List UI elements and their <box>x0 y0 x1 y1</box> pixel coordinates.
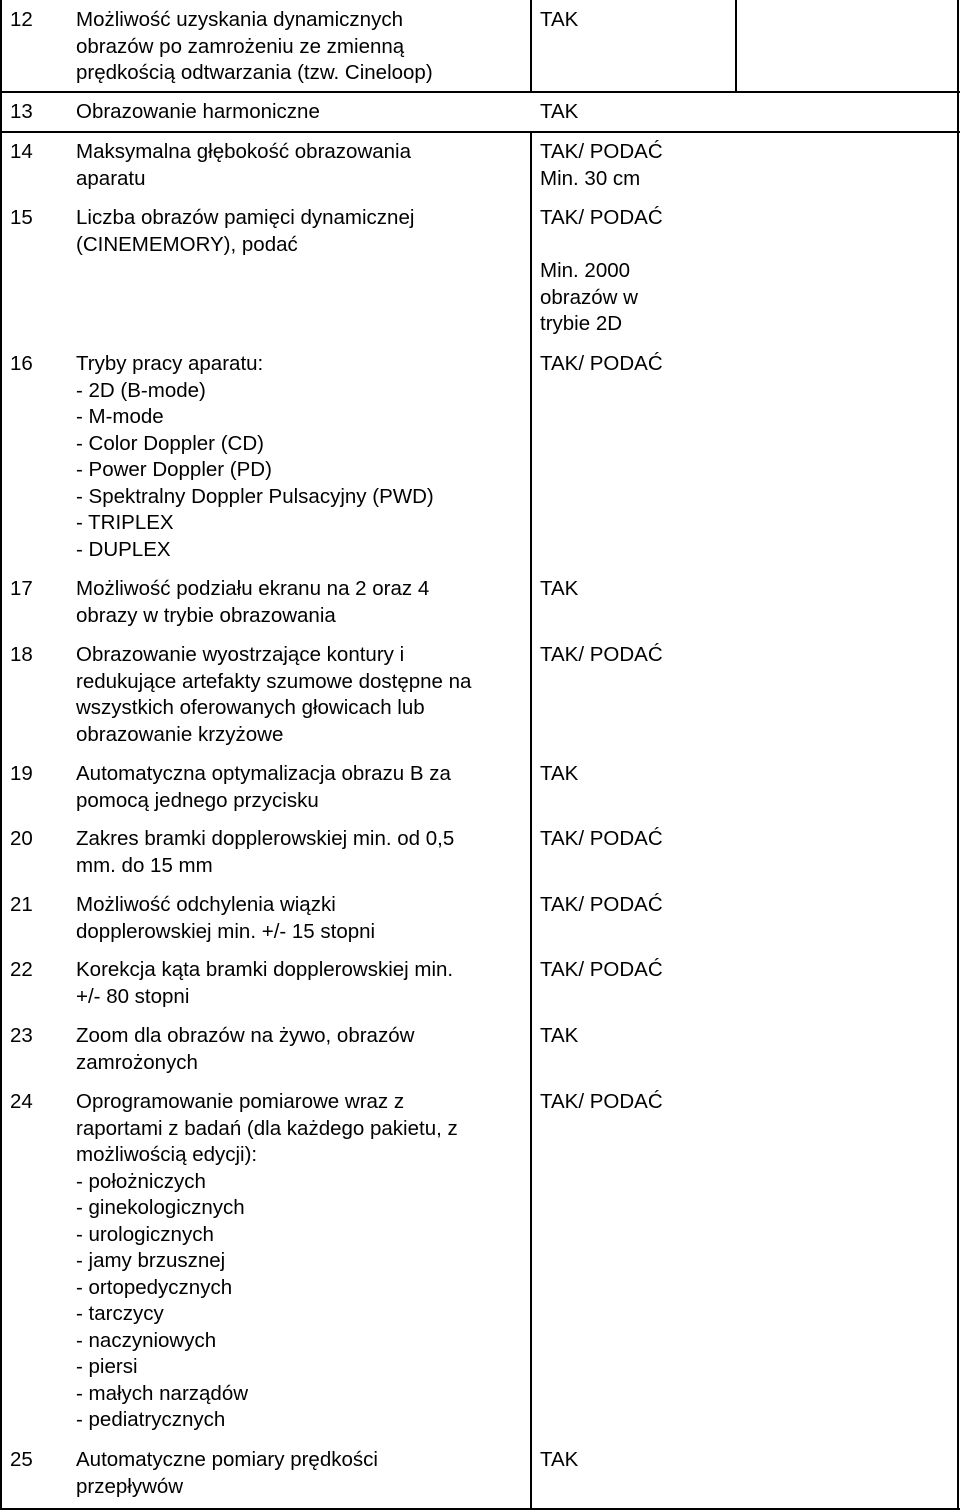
row-13-number: 13 <box>10 100 33 123</box>
row-25-description: Automatyczne pomiary prędkości przepływów <box>76 1448 378 1498</box>
row-18-description: Obrazowanie wyostrzające kontury i redukujące artefakty szumowe dostępne na wszystkich oferowanych głowicach lub obrazowanie krzyżowe <box>76 643 472 746</box>
row-22-description: Korekcja kąta bramki dopplerowskiej min. +/- 80 stopni <box>76 958 454 1008</box>
row-13-description: Obrazowanie harmoniczne <box>76 100 320 123</box>
row-12-value: TAK <box>540 8 579 31</box>
row-16-value: TAK/ PODAĆ <box>540 352 663 375</box>
row-20-value: TAK/ PODAĆ <box>540 827 663 850</box>
row-24-description: Oprogramowanie pomiarowe wraz z raportami z badań (dla każdego pakietu, z możliwością edycji): - położniczych - ginekologicznych - urologicznych - jamy brzusznej - ortopedycznych - tarczycy - naczyniowych - piersi - małych narządów - pediatrycznych <box>76 1090 458 1431</box>
row-17-value: TAK <box>540 577 579 600</box>
row-21-number: 21 <box>10 893 33 916</box>
row-20-number: 20 <box>10 827 33 850</box>
row-20-description: Zakres bramki dopplerowskiej min. od 0,5 mm. do 15 mm <box>76 827 455 877</box>
table-border-left <box>0 0 2 1510</box>
table-row-separator <box>0 91 960 93</box>
row-17-number: 17 <box>10 577 33 600</box>
row-16-number: 16 <box>10 352 33 375</box>
row-14-value: TAK/ PODAĆ Min. 30 cm <box>540 140 663 190</box>
row-15-number: 15 <box>10 206 33 229</box>
row-14-number: 14 <box>10 140 33 163</box>
value-column-divider <box>530 0 532 91</box>
row-19-value: TAK <box>540 762 579 785</box>
row-22-value: TAK/ PODAĆ <box>540 958 663 981</box>
row-15-value: TAK/ PODAĆ <box>540 206 663 229</box>
row-25-number: 25 <box>10 1448 33 1471</box>
row-23-description: Zoom dla obrazów na żywo, obrazów zamrożonych <box>76 1024 415 1074</box>
row-15-value-detail: Min. 2000 obrazów w trybie 2D <box>540 259 638 335</box>
row-18-number: 18 <box>10 643 33 666</box>
row-13-value: TAK <box>540 100 579 123</box>
row-25-value: TAK <box>540 1448 579 1471</box>
row-16-description: Tryby pracy aparatu: - 2D (B-mode) - M-mode - Color Doppler (CD) - Power Doppler (PD) - Spektralny Doppler Pulsacyjny (PWD) - TRIPLEX - DUPLEX <box>76 352 434 561</box>
row-21-value: TAK/ PODAĆ <box>540 893 663 916</box>
row-12-description: Możliwość uzyskania dynamicznych obrazów po zamrożeniu ze zmienną prędkością odtwarzania (tzw. Cineloop) <box>76 8 433 84</box>
row-24-number: 24 <box>10 1090 33 1113</box>
row-23-number: 23 <box>10 1024 33 1047</box>
row-14-description: Maksymalna głębokość obrazowania aparatu <box>76 140 412 190</box>
row-19-number: 19 <box>10 762 33 785</box>
row-12-number: 12 <box>10 8 33 31</box>
value-column-divider <box>530 131 532 1510</box>
row-15-description: Liczba obrazów pamięci dynamicznej (CINEMEMORY), podać <box>76 206 415 256</box>
table-border-right <box>957 0 959 1510</box>
row-21-description: Możliwość odchylenia wiązki dopplerowskiej min. +/- 15 stopni <box>76 893 376 943</box>
row-23-value: TAK <box>540 1024 579 1047</box>
extra-column-divider <box>735 0 737 91</box>
table-row-separator <box>0 131 960 133</box>
row-22-number: 22 <box>10 958 33 981</box>
row-19-description: Automatyczna optymalizacja obrazu B za pomocą jednego przycisku <box>76 762 451 812</box>
row-18-value: TAK/ PODAĆ <box>540 643 663 666</box>
row-24-value: TAK/ PODAĆ <box>540 1090 663 1113</box>
row-17-description: Możliwość podziału ekranu na 2 oraz 4 obrazy w trybie obrazowania <box>76 577 430 627</box>
